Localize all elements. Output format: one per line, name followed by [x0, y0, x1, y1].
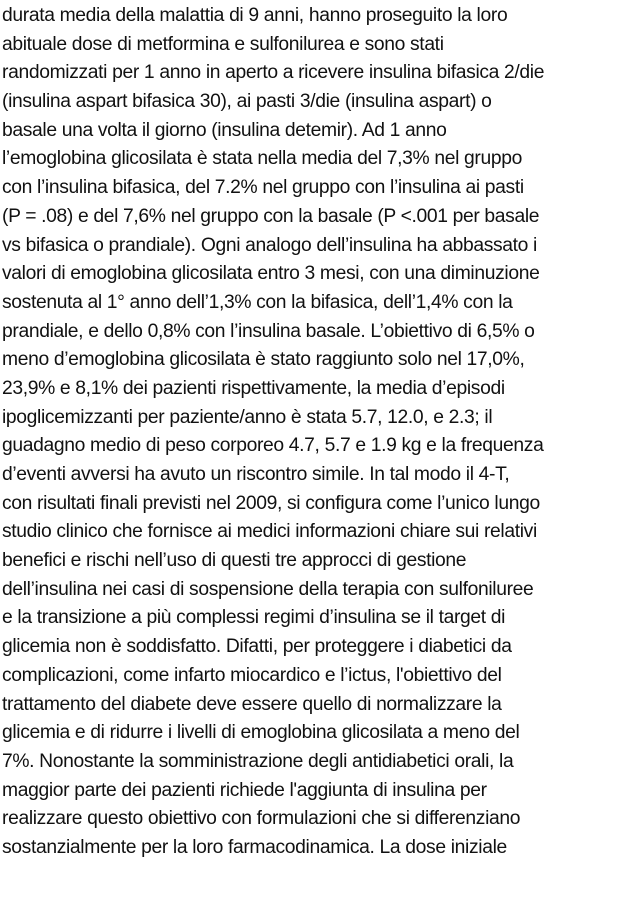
text-line: basale una volta il giorno (insulina detemir). Ad 1 anno	[2, 119, 447, 141]
text-line: prandiale, e dello 0,8% con l’insulina basale. L’obiettivo di 6,5% o	[2, 320, 535, 342]
text-line: con l’insulina bifasica, del 7.2% nel gruppo con l’insulina ai pasti	[2, 177, 524, 199]
text-line: randomizzati per 1 anno in aperto a ricevere insulina bifasica 2/die	[2, 62, 545, 84]
text-line: dell’insulina nei casi di sospensione della terapia con sulfoniluree	[2, 578, 534, 600]
text-line: sostanzialmente per la loro farmacodinamica. La dose iniziale	[2, 836, 507, 858]
text-line: trattamento del diabete deve essere quello di normalizzare la	[2, 693, 502, 715]
body-text	[2, 2, 628, 863]
text-line: meno d’emoglobina glicosilata è stato raggiunto solo nel 17,0%,	[2, 349, 525, 371]
text-line: l’emoglobina glicosilata è stata nella media del 7,3% nel gruppo	[2, 148, 522, 170]
text-line: complicazioni, come infarto miocardico e l’ictus, l'obiettivo del	[2, 664, 502, 686]
text-line: maggior parte dei pazienti richiede l'aggiunta di insulina per	[2, 779, 487, 801]
text-line: d’eventi avversi ha avuto un riscontro simile. In tal modo il 4-T,	[2, 464, 510, 485]
text-line: glicemia non è soddisfatto. Difatti, per proteggere i diabetici da	[2, 636, 512, 658]
text-line: benefici e rischi nell’uso di questi tre approcci di gestione	[2, 550, 467, 572]
text-line: (P = .08) e del 7,6% nel gruppo con la basale (P <.001 per basale	[2, 205, 540, 227]
text-line: e la transizione a più complessi regimi d’insulina se il target di	[2, 607, 506, 629]
text-line: guadagno medio di peso corporeo 4.7, 5.7 e 1.9 kg e la frequenza	[2, 435, 544, 457]
text-line: abituale dose di metformina e sulfonilurea e sono stati	[2, 33, 444, 55]
text-line: 7%. Nonostante la somministrazione degli antidiabetici orali, la	[2, 750, 514, 772]
text-line: vs bifasica o prandiale). Ogni analogo dell’insulina ha abbassato i	[2, 234, 537, 256]
text-line: valori di emoglobina glicosilata entro 3 mesi, con una diminuzione	[2, 263, 540, 285]
text-line: (insulina aspart bifasica 30), ai pasti 3/die (insulina aspart) o	[2, 91, 492, 113]
text-line: realizzare questo obiettivo con formulazioni che si differenziano	[2, 808, 521, 830]
text-line: sostenuta al 1° anno dell’1,3% con la bifasica, dell’1,4% con la	[2, 291, 513, 313]
text-line: durata media della malattia di 9 anni, hanno proseguito la loro	[2, 5, 508, 26]
text-line: studio clinico che fornisce ai medici informazioni chiare sui relativi	[2, 521, 537, 543]
text-line: con risultati finali previsti nel 2009, si configura come l’unico lungo	[2, 492, 540, 514]
text-line: glicemia e di ridurre i livelli di emoglobina glicosilata a meno del	[2, 722, 520, 744]
text-line: 23,9% e 8,1% dei pazienti rispettivamente, la media d’episodi	[2, 377, 505, 399]
text-line: ipoglicemizzanti per paziente/anno è stata 5.7, 12.0, e 2.3; il	[2, 406, 493, 428]
